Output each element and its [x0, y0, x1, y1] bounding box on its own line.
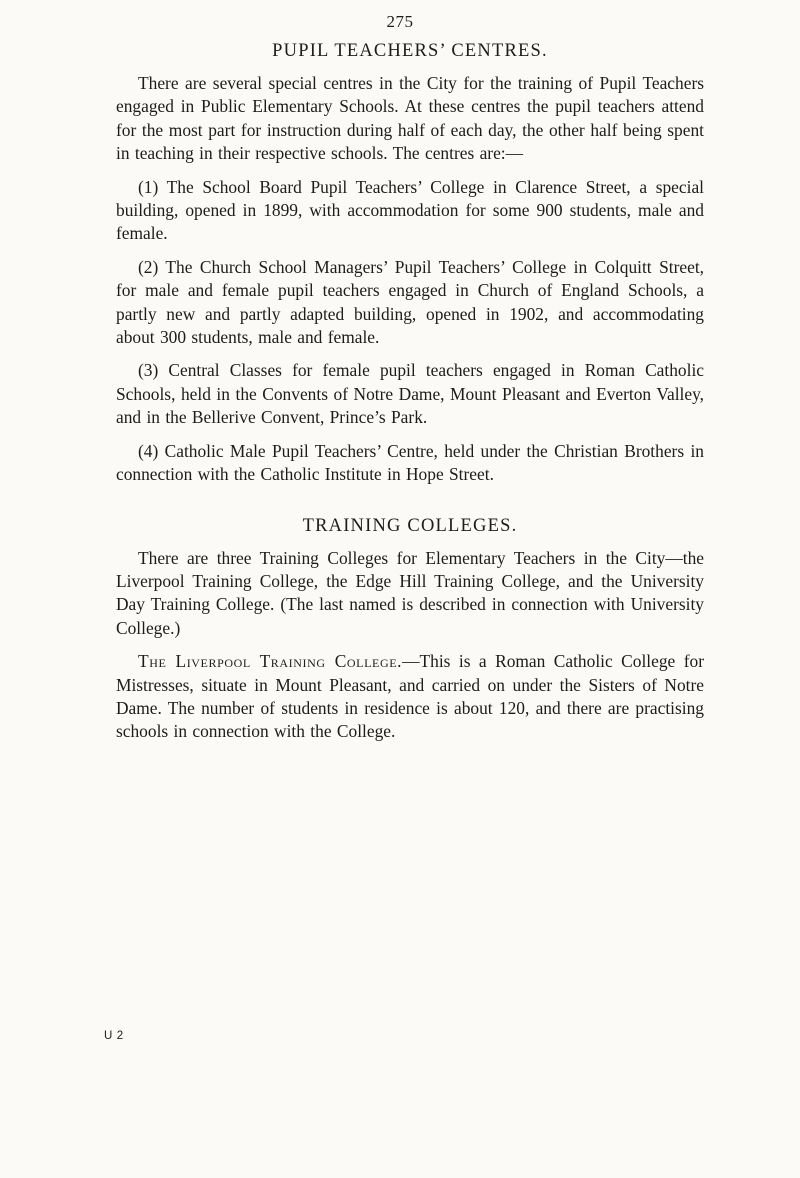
- liverpool-training-college-text: —This is a Roman Catholic College for Mistresses, situate in Mount Pleasant, and carried on under the Sisters of Notre Dame. The number of students in residence is about 120, and there are practising schools in connection with the College.: [116, 651, 704, 742]
- section-heading-training-colleges: TRAINING COLLEGES.: [302, 515, 518, 536]
- centre-item-4: (4) Catholic Male Pupil Teachers’ Centre, held under the Christian Brothers in connection with the Catholic Institute in Hope Street.: [116, 440, 704, 485]
- page-content: [116, 40, 704, 744]
- training-colleges-intro-paragraph: There are three Training Colleges for Elementary Teachers in the City—the Liverpool Training College, the Edge Hill Training College, and the University Day Training College. (The last named is described in connection with University College.): [116, 547, 704, 638]
- centre-item-2: (2) The Church School Managers’ Pupil Teachers’ College in Colquitt Street, for male and female pupil teachers engaged in Church of England Schools, a partly new and partly adapted building, opened in 1902, and accommodating about 300 students, male and female.: [116, 256, 704, 348]
- signature-mark: U 2: [104, 1030, 124, 1042]
- liverpool-training-college-paragraph: [116, 650, 704, 744]
- page-number: 275: [386, 12, 414, 31]
- pupil-teachers-intro-paragraph: There are several special centres in the City for the training of Pupil Teachers engaged in Public Elementary Schools. At these centres the pupil teachers attend for the most part for instruction during half of each day, the other half being spent in teaching in their respective schools. The centres are:—: [116, 73, 704, 164]
- centre-item-1: (1) The School Board Pupil Teachers’ College in Clarence Street, a special building, opened in 1899, with accommodation for some 900 students, male and female.: [116, 176, 704, 244]
- centre-item-3: (3) Central Classes for female pupil teachers engaged in Roman Catholic Schools, held in the Convents of Notre Dame, Mount Pleasant and Everton Valley, and in the Bellerive Convent, Prince’s Park.: [116, 360, 704, 428]
- liverpool-training-college-title: The Liverpool Training College.: [138, 651, 403, 672]
- section-heading-pupil-teachers-centres: PUPIL TEACHERS’ CENTRES.: [272, 41, 548, 61]
